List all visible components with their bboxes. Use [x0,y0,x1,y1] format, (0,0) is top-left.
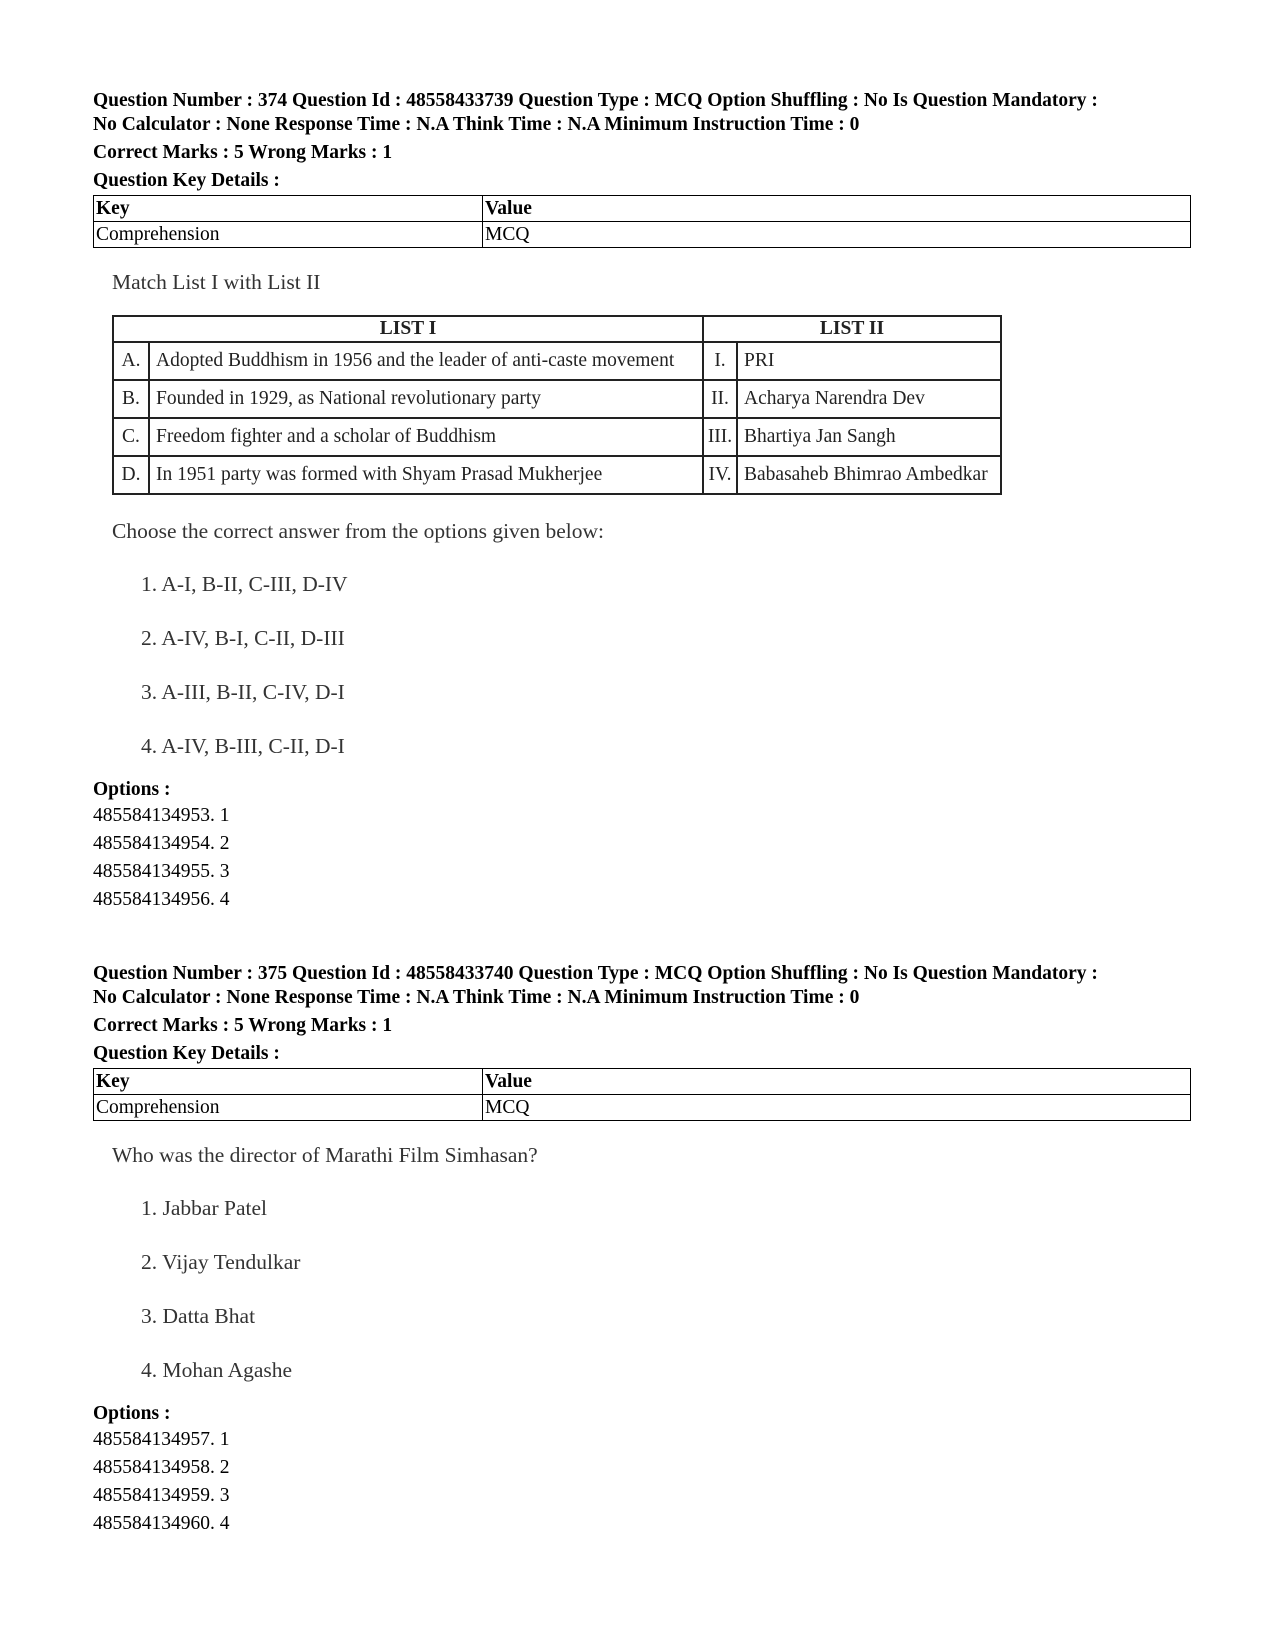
option-id: 485584134958. 2 [93,1457,230,1478]
list2-item: Babasaheb Bhimrao Ambedkar [737,456,1001,494]
marks-line: Correct Marks : 5 Wrong Marks : 1 [93,142,393,163]
answer-options [141,570,1193,760]
value-header: Value [483,196,1191,222]
marks-line: Correct Marks : 5 Wrong Marks : 1 [93,1015,393,1036]
key-header: Key [94,1069,483,1095]
list1-item: Founded in 1929, as National revolutionary party [149,380,703,418]
match-row [113,456,1001,494]
list1-letter: A. [113,342,149,380]
key-table-header [94,1069,1191,1095]
key-table-header [94,196,1191,222]
answer-option: 4. Mohan Agashe [141,1358,293,1382]
match-row [113,380,1001,418]
key-cell: Comprehension [94,1095,483,1121]
option-id: 485584134957. 1 [93,1429,230,1450]
answer-option: 1. A-I, B-II, C-III, D-IV [141,572,348,596]
value-cell: MCQ [483,1095,1191,1121]
options-label: Options : [93,779,171,800]
answer-option: 3. A-III, B-II, C-IV, D-I [141,680,345,704]
key-details-label: Question Key Details : [93,1043,280,1064]
list1-letter: C. [113,418,149,456]
value-cell: MCQ [483,222,1191,248]
list2-numeral: II. [703,380,737,418]
question-meta [93,89,1193,137]
key-details-table [93,195,1191,248]
key-details-table [93,1068,1191,1121]
answer-options [141,1194,1193,1384]
option-id: 485584134955. 3 [93,861,230,882]
key-details-label: Question Key Details : [93,170,280,191]
list1-item: Freedom fighter and a scholar of Buddhism [149,418,703,456]
match-table-header [113,316,1001,342]
option-id: 485584134953. 1 [93,805,230,826]
question-374 [93,89,1193,914]
match-table [112,315,1002,495]
question-375 [93,962,1193,1538]
list1-letter: B. [113,380,149,418]
question-stem: Match List I with List II [112,270,321,294]
option-ids [93,802,1193,914]
answer-option: 4. A-IV, B-III, C-II, D-I [141,734,345,758]
match-row [113,418,1001,456]
answer-option: 1. Jabbar Patel [141,1196,267,1220]
option-id: 485584134959. 3 [93,1485,230,1506]
meta-line-2: No Calculator : None Response Time : N.A Think Time : N.A Minimum Instruction Time : 0 [93,987,860,1008]
options-label: Options : [93,1403,171,1424]
question-meta [93,962,1193,1010]
list1-item: Adopted Buddhism in 1956 and the leader of anti-caste movement [149,342,703,380]
meta-line-1: Question Number : 375 Question Id : 48558433740 Question Type : MCQ Option Shuffling : No Is Question Mandatory : [93,963,1098,984]
list2-numeral: IV. [703,456,737,494]
option-id: 485584134954. 2 [93,833,230,854]
answer-option: 2. A-IV, B-I, C-II, D-III [141,626,345,650]
list2-numeral: III. [703,418,737,456]
value-header: Value [483,1069,1191,1095]
key-table-row [94,1095,1191,1121]
option-id: 485584134960. 4 [93,1513,230,1534]
answer-option: 3. Datta Bhat [141,1304,256,1328]
key-table-row [94,222,1191,248]
question-stem: Who was the director of Marathi Film Simhasan? [112,1143,538,1167]
meta-line-1: Question Number : 374 Question Id : 48558433739 Question Type : MCQ Option Shuffling : No Is Question Mandatory : [93,90,1098,111]
list2-item: PRI [737,342,1001,380]
key-cell: Comprehension [94,222,483,248]
choose-instruction: Choose the correct answer from the options given below: [112,519,604,543]
list2-header: LIST II [703,316,1001,342]
list1-letter: D. [113,456,149,494]
answer-option: 2. Vijay Tendulkar [141,1250,301,1274]
list2-item: Acharya Narendra Dev [737,380,1001,418]
list2-numeral: I. [703,342,737,380]
meta-line-2: No Calculator : None Response Time : N.A Think Time : N.A Minimum Instruction Time : 0 [93,114,860,135]
key-header: Key [94,196,483,222]
list2-item: Bhartiya Jan Sangh [737,418,1001,456]
match-row [113,342,1001,380]
option-id: 485584134956. 4 [93,889,230,910]
list1-header: LIST I [113,316,703,342]
option-ids [93,1426,1193,1538]
list1-item: In 1951 party was formed with Shyam Prasad Mukherjee [149,456,703,494]
